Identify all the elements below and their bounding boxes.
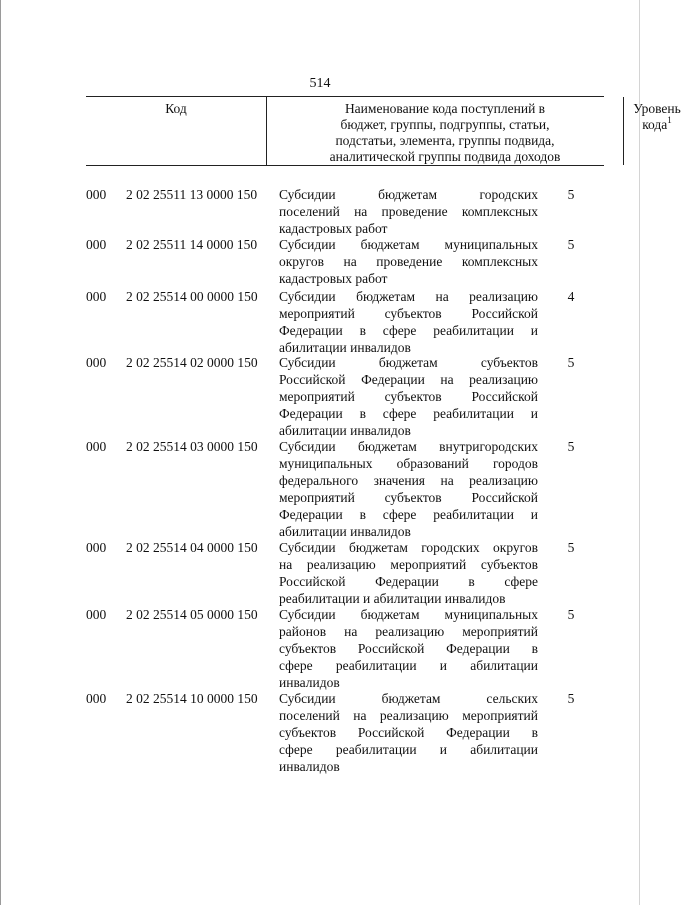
revenue-name-line: реабилитации и абилитации инвалидов xyxy=(279,591,506,606)
admin-code-cell: 000 xyxy=(86,439,107,454)
code-level-cell: 5 xyxy=(567,607,575,622)
revenue-name-line: федерального значения на реализацию xyxy=(279,473,538,488)
table-header xyxy=(86,96,681,166)
code-level-cell: 5 xyxy=(567,540,575,555)
revenue-name-line: муниципальных образований городов xyxy=(279,456,538,471)
revenue-name-line: абилитации инвалидов xyxy=(279,423,411,438)
revenue-code-cell: 2 02 25514 03 0000 150 xyxy=(126,439,258,454)
revenue-name-line: округов на проведение комплексных xyxy=(279,254,538,269)
revenue-name-line: Субсидии бюджетам городских xyxy=(279,187,538,202)
revenue-name-line: поселений на реализацию мероприятий xyxy=(279,708,538,723)
revenue-name-line: Российской Федерации на реализацию xyxy=(279,372,538,387)
revenue-name-line: Федерации в сфере реабилитации и xyxy=(279,323,538,338)
revenue-name-line: мероприятий субъектов Российской xyxy=(279,306,538,321)
header-code-label: Код xyxy=(165,101,187,116)
page-left-edge xyxy=(0,0,1,905)
revenue-name-line: мероприятий субъектов Российской xyxy=(279,389,538,404)
code-level-cell: 4 xyxy=(567,289,575,304)
revenue-name-line: инвалидов xyxy=(279,759,340,774)
revenue-name-line: Субсидии бюджетам сельских xyxy=(279,691,538,706)
admin-code-cell: 000 xyxy=(86,691,107,706)
revenue-name-line: на реализацию мероприятий субъектов xyxy=(279,557,538,572)
header-name-line: подстатьи, элемента, группы подвида, xyxy=(335,133,555,148)
revenue-code-cell: 2 02 25514 04 0000 150 xyxy=(126,540,258,555)
admin-code-cell: 000 xyxy=(86,237,107,252)
revenue-name-line: Субсидии бюджетам внутригородских xyxy=(279,439,538,454)
admin-code-cell: 000 xyxy=(86,187,107,202)
revenue-name-line: районов на реализацию мероприятий xyxy=(279,624,538,639)
revenue-name-cell xyxy=(279,236,538,287)
revenue-name-cell xyxy=(279,606,538,691)
revenue-name-line: Субсидии бюджетам субъектов xyxy=(279,355,538,370)
code-level-cell: 5 xyxy=(567,355,575,370)
revenue-name-cell xyxy=(279,438,538,540)
revenue-name-line: Российской Федерации в сфере xyxy=(279,574,538,589)
admin-code-cell: 000 xyxy=(86,607,107,622)
admin-code-cell: 000 xyxy=(86,289,107,304)
admin-code-cell: 000 xyxy=(86,355,107,370)
page-number: 514 xyxy=(309,76,331,91)
revenue-name-line: субъектов Российской Федерации в xyxy=(279,641,538,656)
revenue-name-line: мероприятий субъектов Российской xyxy=(279,490,538,505)
revenue-name-line: Федерации в сфере реабилитации и xyxy=(279,406,538,421)
revenue-name-line: Субсидии бюджетам на реализацию xyxy=(279,289,538,304)
revenue-code-cell: 2 02 25511 13 0000 150 xyxy=(126,187,258,202)
revenue-name-line: Субсидии бюджетам муниципальных xyxy=(279,237,538,252)
revenue-name-line: кадастровых работ xyxy=(279,271,388,286)
revenue-code-cell: 2 02 25514 10 0000 150 xyxy=(126,691,258,706)
revenue-name-line: Федерации в сфере реабилитации и xyxy=(279,507,538,522)
revenue-name-line: Субсидии бюджетам городских округов xyxy=(279,540,538,555)
header-level-label: кода xyxy=(642,117,668,132)
code-level-cell: 5 xyxy=(567,187,575,202)
header-level-cell xyxy=(624,97,690,165)
code-level-cell: 5 xyxy=(567,691,575,706)
revenue-name-line: сфере реабилитации и абилитации xyxy=(279,742,538,757)
code-level-cell: 5 xyxy=(567,237,575,252)
revenue-code-cell: 2 02 25514 02 0000 150 xyxy=(126,355,258,370)
footnote-marker: 1 xyxy=(667,115,672,125)
revenue-name-line: абилитации инвалидов xyxy=(279,340,411,355)
revenue-name-cell xyxy=(279,690,538,775)
header-code-cell xyxy=(86,97,267,165)
header-name-line: бюджет, группы, подгруппы, статьи, xyxy=(340,117,550,132)
revenue-name-line: кадастровых работ xyxy=(279,221,388,236)
header-name-line: аналитической группы подвида доходов xyxy=(329,149,561,164)
revenue-code-cell: 2 02 25511 14 0000 150 xyxy=(126,237,258,252)
revenue-name-line: поселений на проведение комплексных xyxy=(279,204,538,219)
code-level-cell: 5 xyxy=(567,439,575,454)
revenue-name-line: Субсидии бюджетам муниципальных xyxy=(279,607,538,622)
revenue-code-cell: 2 02 25514 05 0000 150 xyxy=(126,607,258,622)
revenue-name-cell xyxy=(279,539,538,607)
revenue-name-line: субъектов Российской Федерации в xyxy=(279,725,538,740)
revenue-name-cell xyxy=(279,354,538,439)
revenue-code-cell: 2 02 25514 00 0000 150 xyxy=(126,289,258,304)
header-name-cell xyxy=(267,97,624,165)
header-level-line1: Уровень xyxy=(633,101,681,116)
admin-code-cell: 000 xyxy=(86,540,107,555)
header-level-line2 xyxy=(624,117,690,133)
revenue-name-line: сфере реабилитации и абилитации xyxy=(279,658,538,673)
revenue-name-line: инвалидов xyxy=(279,675,340,690)
revenue-name-cell xyxy=(279,288,538,356)
revenue-name-cell xyxy=(279,186,538,237)
header-name-line: Наименование кода поступлений в xyxy=(344,101,546,116)
revenue-name-line: абилитации инвалидов xyxy=(279,524,411,539)
